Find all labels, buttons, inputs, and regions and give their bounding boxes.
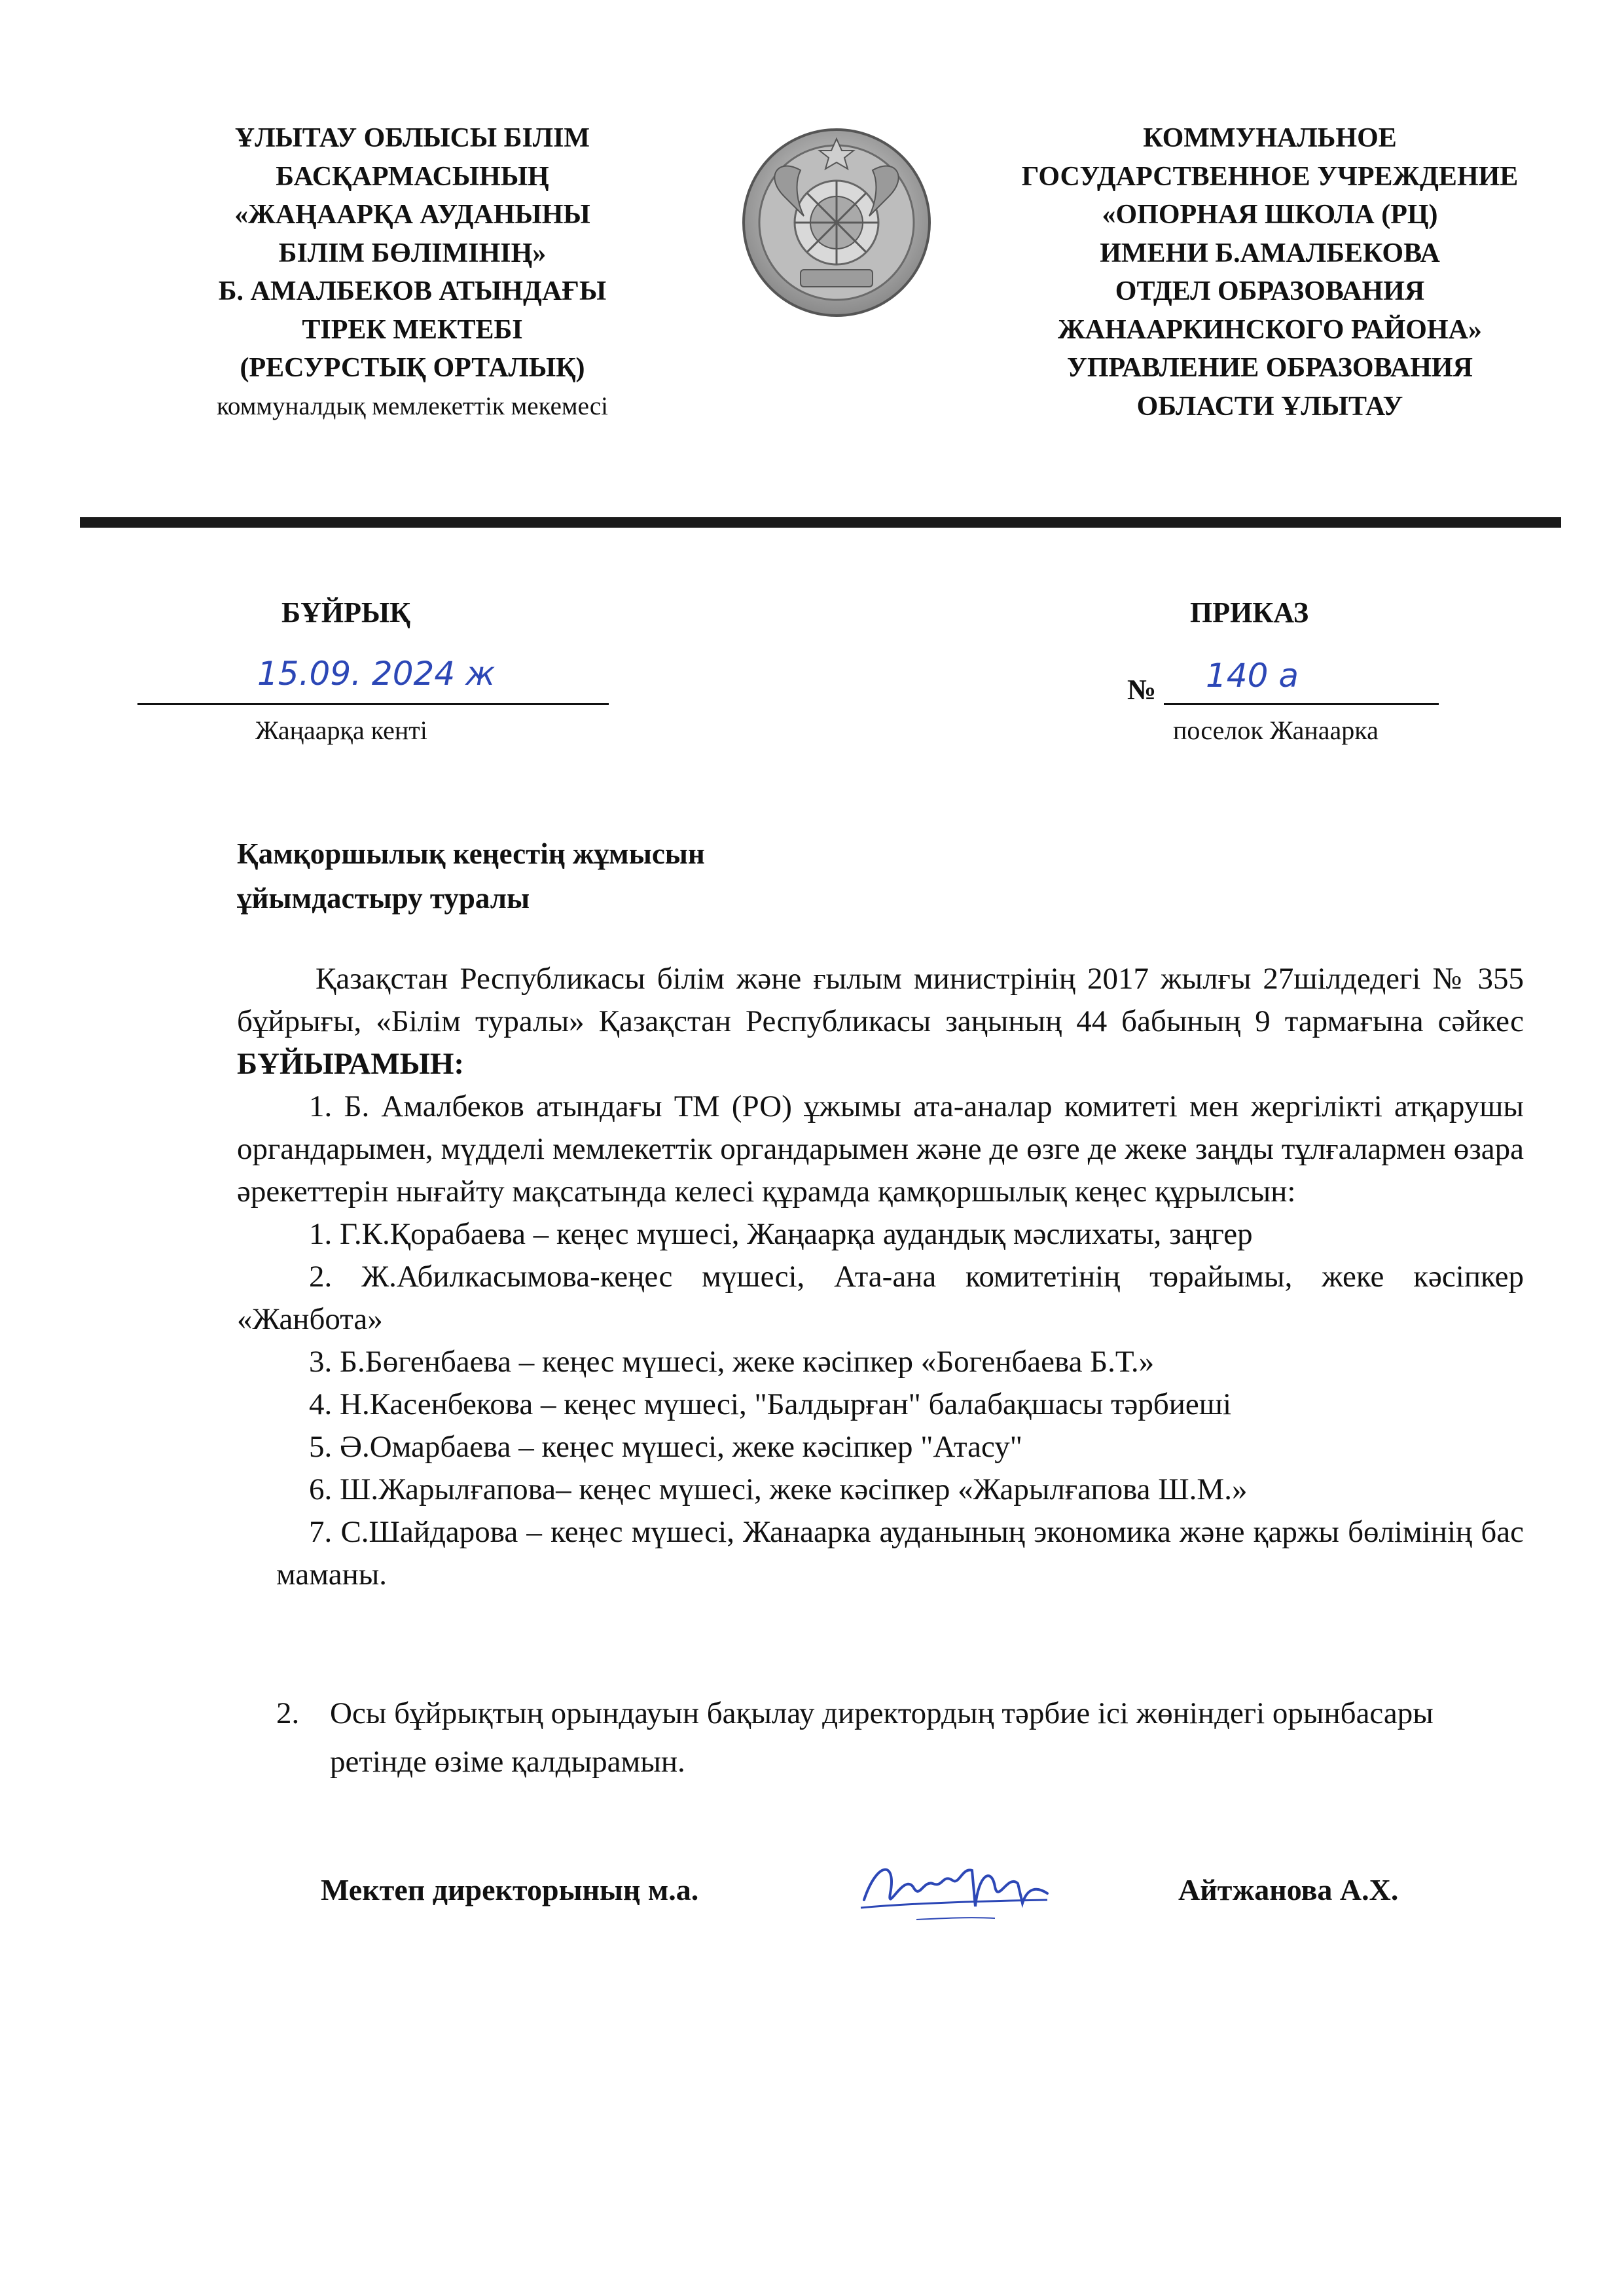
item-1: 1. Б. Амалбеков атындағы ТМ (РО) ұжымы ата-аналар комитеті мен жергілікті атқарушы органдарымен, мүдделі мемлекеттік органдарымен және де өзге де жеке заңды тұлғалармен өзара әрекеттерін нығайту мақсатында келесі құрамда қамқоршылық кеңес құрылсын: [237, 1089, 1524, 1209]
order-label-kz: БҰЙРЫҚ [281, 596, 411, 629]
header-ru-line: ОБЛАСТИ ҰЛЫТАУ [1136, 391, 1403, 422]
order-date: 15.09. 2024 ж [257, 655, 496, 693]
header-ru-line: «ОПОРНАЯ ШКОЛА (РЦ) [1102, 200, 1438, 230]
place-ru: поселок Жанаарка [1173, 716, 1379, 745]
date-underline [137, 703, 609, 705]
header-ru-line: ИМЕНИ Б.АМАЛБЕКОВА [1100, 238, 1440, 268]
member-item: 5. Ә.Омарбаева – кеңес мүшесі, жеке кәсіпкер "Атасу" [309, 1430, 1022, 1464]
place-kz: Жаңаарқа кенті [255, 716, 427, 745]
header-ru-line: КОММУНАЛЬНОЕ [1143, 123, 1397, 153]
header-kz-line: «ЖАҢААРҚА АУДАНЫНЫ [234, 200, 590, 230]
title-line: ұйымдастыру туралы [237, 882, 530, 915]
header-kz-line: (РЕСУРСТЫҚ ОРТАЛЫҚ) [240, 353, 585, 383]
header-ru-line: УПРАВЛЕНИЕ ОБРАЗОВАНИЯ [1067, 353, 1473, 383]
member-item: 2. Ж.Абилкасымова-кеңес мүшесі, Ата-ана комитетінің төрайымы, жеке кәсіпкер «Жанбота» [237, 1260, 1524, 1336]
document-title [237, 831, 705, 920]
order-command: БҰЙЫРАМЫН: [237, 1047, 465, 1081]
header-kz-line: БАСҚАРМАСЫНЫҢ [276, 161, 549, 192]
order-number-sign: № [1127, 674, 1157, 706]
signatory-role: Мектеп директорының м.а. [321, 1873, 699, 1906]
signatory-name: Айтжанова А.Х. [1178, 1873, 1399, 1906]
number-underline [1164, 703, 1439, 705]
intro-paragraph [237, 958, 1524, 1085]
item-2 [276, 1689, 1507, 1786]
header-ru-line: ЖАНААРКИНСКОГО РАЙОНА» [1058, 314, 1482, 345]
order-label-ru: ПРИКАЗ [1190, 596, 1309, 629]
header-kz-line: ТІРЕК МЕКТЕБІ [302, 314, 523, 345]
kazakhstan-state-emblem-icon [738, 124, 935, 321]
header-kz [137, 119, 687, 426]
header-kz-line: БІЛІМ БӨЛІМІНІҢ» [278, 238, 547, 268]
header-ru-line: ГОСУДАРСТВЕННОЕ УЧРЕЖДЕНИЕ [1021, 161, 1519, 192]
member-item: 3. Б.Бөгенбаева – кеңес мүшесі, жеке кәсіпкер «Богенбаева Б.Т.» [309, 1345, 1155, 1379]
header-divider [80, 517, 1561, 528]
header-ru-line: ОТДЕЛ ОБРАЗОВАНИЯ [1115, 276, 1425, 306]
member-item: 6. Ш.Жарылғапова– кеңес мүшесі, жеке кәсіпкер «Жарылғапова Ш.М.» [309, 1472, 1248, 1506]
member-item: 4. Н.Касенбекова – кеңес мүшесі, "Балдырған" балабақшасы тәрбиеші [309, 1387, 1232, 1421]
item-2-number: 2. [276, 1696, 300, 1730]
header-kz-line: коммуналдық мемлекеттік мекемесі [216, 392, 609, 420]
order-body [237, 958, 1524, 1596]
member-item: 7. С.Шайдарова – кеңес мүшесі, Жанаарка ауданының экономика және қаржы бөлімінің бас маманы. [276, 1515, 1524, 1592]
item-2-text: Осы бұйрықтың орындауын бақылау директордың тәрбие ісі жөніндегі орынбасары ретінде өзіме қалдырамын. [330, 1696, 1434, 1779]
handwritten-signature-icon [851, 1848, 1067, 1933]
member-item: 1. Г.К.Қорабаева – кеңес мүшесі, Жаңаарқа аудандық мәслихаты, заңгер [309, 1217, 1253, 1251]
order-number: 140 а [1206, 657, 1299, 695]
header-kz-line: Б. АМАЛБЕКОВ АТЫНДАҒЫ [218, 276, 607, 306]
header-kz-line: ҰЛЫТАУ ОБЛЫСЫ БІЛІМ [234, 123, 590, 153]
intro-text: Қазақстан Республикасы білім және ғылым министрінің 2017 жылғы 27шілдедегі № 355 бұйрығы, «Білім туралы» Қазақстан Республикасы заңының 44 бабының 9 тармағына сәйкес [237, 962, 1524, 1038]
header-ru [936, 119, 1604, 426]
title-line: Қамқоршылық кеңестің жұмысын [237, 837, 705, 870]
